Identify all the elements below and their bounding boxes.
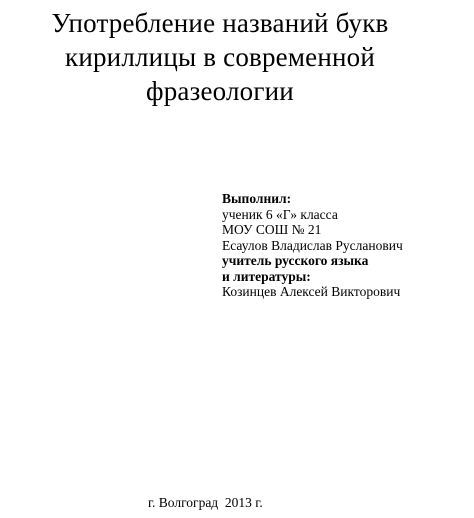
author-info-block: [222, 191, 403, 300]
teacher-name: Козинцев Алексей Викторович: [222, 284, 401, 299]
school-name: МОУ СОШ № 21: [222, 222, 322, 237]
title-line-2: кириллицы в современной: [65, 42, 375, 72]
title-line-1: Употребление названий букв: [51, 8, 389, 38]
title-line-3: фразеологии: [146, 76, 294, 106]
performed-by-label: Выполнил:: [222, 191, 292, 206]
student-class: ученик 6 «Г» класса: [222, 206, 338, 222]
document-title: [0, 6, 440, 108]
student-name: Есаулов Владислав Русланович: [222, 237, 403, 253]
teacher-label-line-1: учитель русского языка: [222, 253, 369, 268]
city-year-footer: г. Волгоград 2013 г.: [148, 495, 263, 510]
teacher-label-line-2: и литературы:: [222, 268, 311, 284]
